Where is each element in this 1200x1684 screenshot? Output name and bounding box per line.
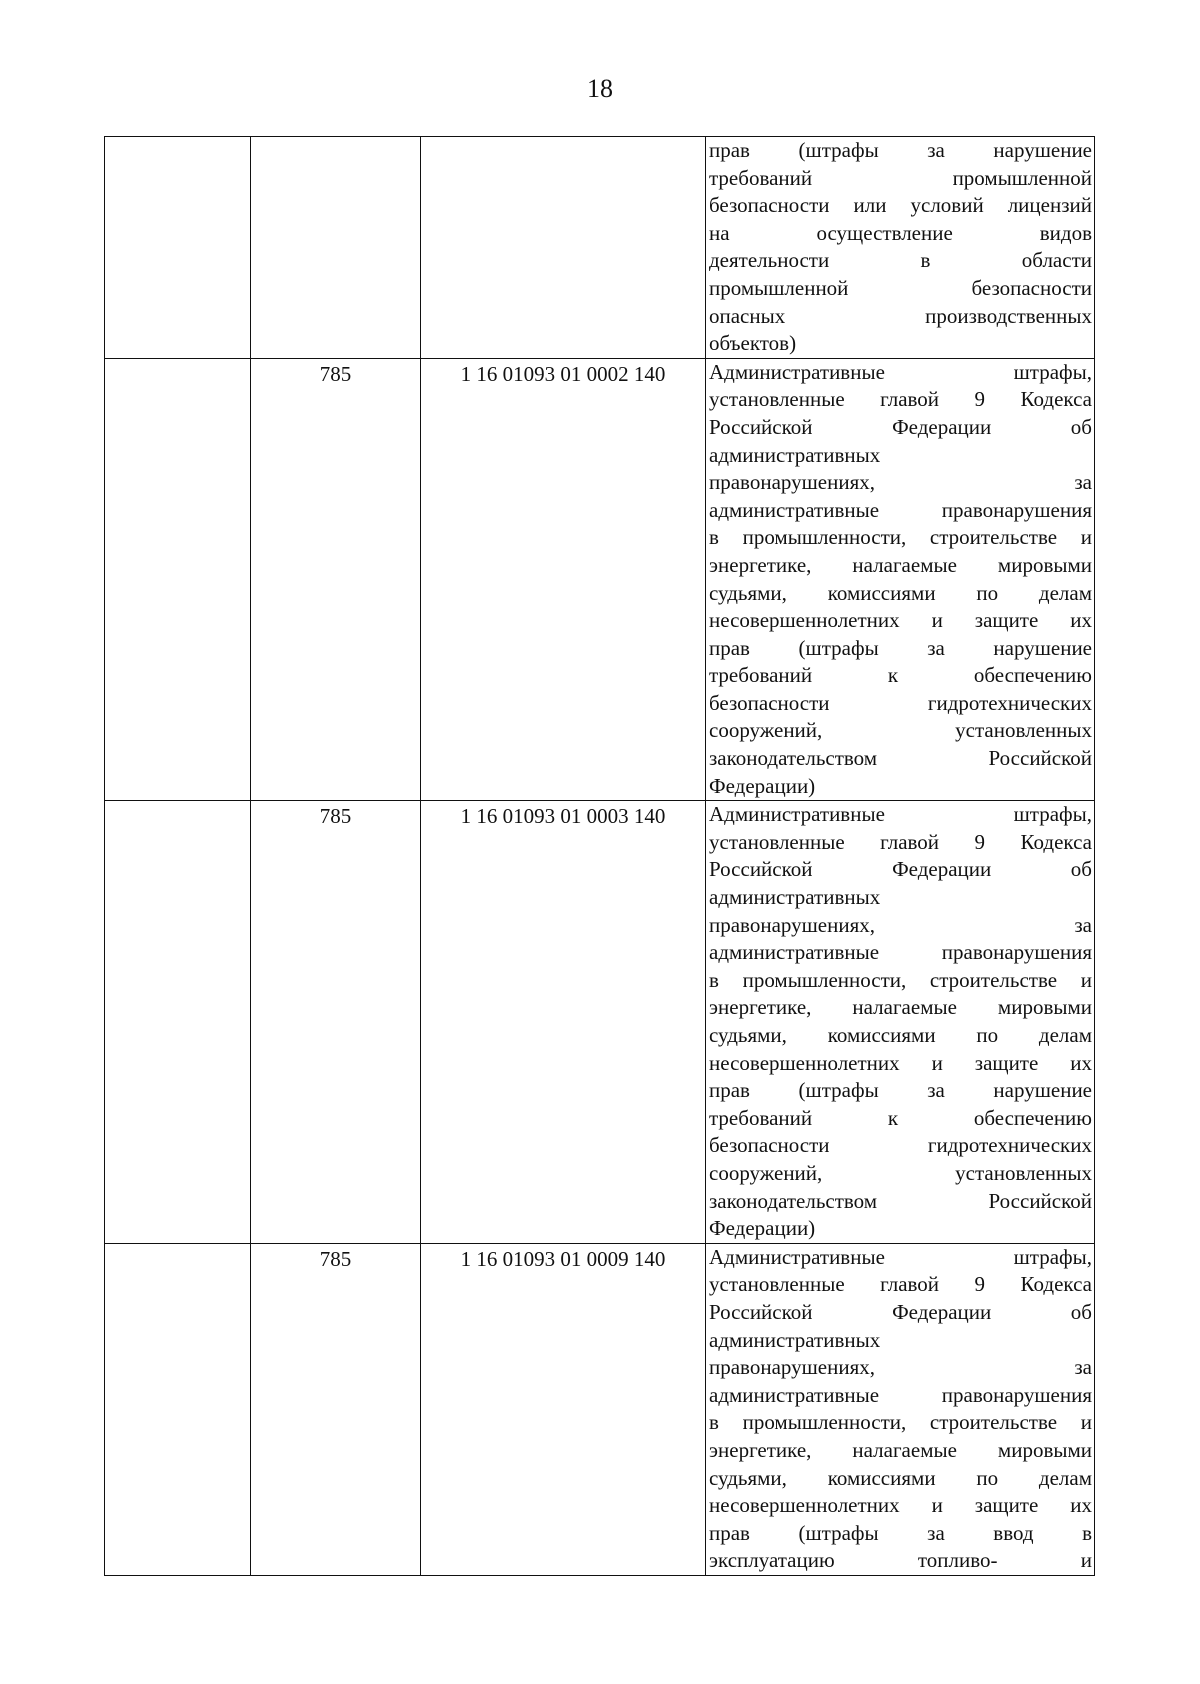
description-line: объектов)	[709, 331, 797, 356]
description-line: эксплуатацию топливо- и	[709, 1548, 1092, 1573]
admin-code-cell: 785	[251, 1243, 421, 1575]
description-line: несовершеннолетних и защите их	[709, 1493, 1092, 1518]
description-line: административных	[709, 1327, 881, 1352]
description-line: безопасности гидротехнических	[709, 690, 1092, 715]
description-cell	[706, 358, 1095, 801]
description-line: безопасности гидротехнических	[709, 1133, 1092, 1158]
description-line: установленные главой 9 Кодекса	[709, 387, 1092, 412]
description-line: Административные штрафы,	[709, 359, 1092, 384]
empty-cell	[105, 1243, 251, 1575]
description-line: опасных производственных	[709, 303, 1092, 328]
description-cell	[706, 137, 1095, 359]
description-line: прав (штрафы за ввод в	[709, 1520, 1092, 1545]
description-line: энергетике, налагаемые мировыми	[709, 1437, 1092, 1462]
description-line: требований к обеспечению	[709, 1105, 1092, 1130]
description-cell	[706, 1243, 1095, 1575]
description-line: административные правонарушения	[709, 1382, 1092, 1407]
admin-code-cell: 785	[251, 358, 421, 801]
description-line: требований промышленной	[709, 165, 1092, 190]
description-line: административные правонарушения	[709, 940, 1092, 965]
description-line: энергетике, налагаемые мировыми	[709, 552, 1092, 577]
description-line: административных	[709, 885, 881, 910]
description-line: энергетике, налагаемые мировыми	[709, 995, 1092, 1020]
description-line: сооружений, установленных	[709, 1160, 1092, 1185]
table-row	[105, 801, 1095, 1244]
empty-cell	[105, 801, 251, 1244]
table-row	[105, 1243, 1095, 1575]
description-line: законодательством Российской	[709, 746, 1092, 771]
description-line: Административные штрафы,	[709, 802, 1092, 827]
description-line: установленные главой 9 Кодекса	[709, 829, 1092, 854]
description-line: судьями, комиссиями по делам	[709, 1465, 1092, 1490]
table-row	[105, 358, 1095, 801]
description-line: сооружений, установленных	[709, 718, 1092, 743]
description-line: в промышленности, строительстве и	[709, 1410, 1092, 1435]
description-line: судьями, комиссиями по делам	[709, 580, 1092, 605]
description-line: Федерации)	[709, 773, 816, 798]
description-line: Российской Федерации об	[709, 414, 1092, 439]
empty-cell	[105, 137, 251, 359]
description-line: промышленной безопасности	[709, 275, 1092, 300]
description-line: безопасности или условий лицензий	[709, 193, 1092, 218]
description-line: правонарушениях, за	[709, 1355, 1092, 1380]
description-line: судьями, комиссиями по делам	[709, 1023, 1092, 1047]
description-line: прав (штрафы за нарушение	[709, 635, 1092, 660]
description-line: правонарушениях, за	[709, 470, 1092, 495]
description-line: административные правонарушения	[709, 497, 1092, 522]
description-cell	[706, 801, 1095, 1244]
description-line: Российской Федерации об	[709, 857, 1092, 882]
description-line: Административные штрафы,	[709, 1244, 1092, 1269]
description-line: требований к обеспечению	[709, 663, 1092, 688]
income-code-cell	[421, 137, 706, 359]
empty-cell	[105, 358, 251, 801]
description-line: на осуществление видов	[709, 220, 1092, 245]
description-line: Российской Федерации об	[709, 1299, 1092, 1324]
description-line: деятельности в области	[709, 248, 1092, 273]
description-line: несовершеннолетних и защите их	[709, 608, 1092, 633]
description-line: прав (штрафы за нарушение	[709, 138, 1092, 162]
description-line: прав (штрафы за нарушение	[709, 1078, 1092, 1103]
description-line: в промышленности, строительстве и	[709, 525, 1092, 550]
description-line: законодательством Российской	[709, 1188, 1092, 1213]
description-line: правонарушениях, за	[709, 912, 1092, 937]
income-code-cell: 1 16 01093 01 0002 140	[421, 358, 706, 801]
income-code-cell: 1 16 01093 01 0009 140	[421, 1243, 706, 1575]
page-number: 18	[587, 74, 613, 103]
description-line: Федерации)	[709, 1216, 816, 1241]
table-body	[105, 137, 1095, 1576]
description-line: в промышленности, строительстве и	[709, 967, 1092, 992]
description-line: установленные главой 9 Кодекса	[709, 1272, 1092, 1297]
admin-code-cell	[251, 137, 421, 359]
description-line: административных	[709, 442, 881, 467]
income-codes-table	[104, 136, 1095, 1576]
income-code-cell: 1 16 01093 01 0003 140	[421, 801, 706, 1244]
description-line: несовершеннолетних и защите их	[709, 1050, 1092, 1075]
table-row	[105, 137, 1095, 359]
admin-code-cell: 785	[251, 801, 421, 1244]
